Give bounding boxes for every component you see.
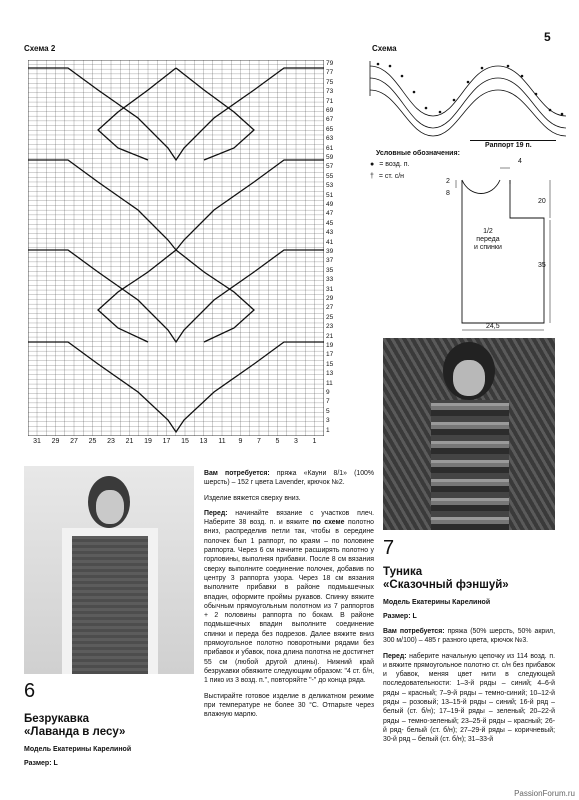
item6-number: 6 [24,680,36,702]
schema2-col-label: 23 [107,438,115,445]
schema2-row-label: 55 [326,172,334,180]
schema2-grid [28,60,324,436]
schema2-row-label: 73 [326,88,334,96]
legend-text-dc: = ст. с/н [378,173,405,180]
schema2-row-label: 49 [326,201,334,208]
schema2-row-label: 21 [326,332,334,340]
item6-model: Модель Екатерины Карелиной [24,746,132,753]
schema2-row-label: 33 [326,276,334,284]
dim-top: 4 [518,158,522,165]
schema2-row-label: 1 [326,426,330,434]
schema2-row-label: 25 [326,313,334,321]
schema2-row-label: 71 [326,97,334,105]
schema-title: Схема [372,44,397,53]
page-number: 5 [544,30,551,44]
dim-width: 24,5 [486,323,500,330]
item6-size: Размер: L [24,760,58,767]
schema2-row-label: 43 [326,229,334,237]
legend-item-chain [370,161,409,168]
schema2-row-label: 53 [326,182,334,190]
schema2-col-label: 11 [218,438,226,445]
repeat-label: Раппорт 19 п. [485,142,532,149]
garment-pattern-drawing [452,158,556,333]
schema2-col-label: 17 [162,438,171,445]
repeat-bracket [470,140,556,141]
schema2-col-label: 13 [199,438,208,445]
schema2-row-label: 23 [326,323,334,331]
schema2-col-label: 25 [88,438,97,445]
schema2-col-label: 29 [51,438,60,445]
dim-body: 35 [538,262,546,269]
item6-instructions: Вам потребуется: пряжа «Кауни 8/1» (100% шерсть) – 152 г цвета Lavender, крючок №2. Изделие вяжется сверху вниз. Перед: начинайте вязание с участков плеч. Наберите 38 возд. п. и вяжите по схеме полотно вниз, распределив петли так, чтобы в середине полочек был 1 раппорт, по краям – по половине раппорта. Через 6 см начните расширять полотно у горловины, выполняя прибавки. После 8 см вязания сверху выполните соединение полочек, добавив по центру 3 раппорта узора. Через 18 см вязания выполните прибавки в районе подмышечных впадин, оформите проймы рукавов. Спинку вяжите обычным прямоугольным полотном из 7 раппортов + 2 половины раппорта по бокам. В районе подмышечных впадин выполните соединение спинки и переда без подрезов. Далее вяжите вниз прямоугольное полотно поворотными рядами без прибавок и убавок, пока длина полотна не достигнет 55 см (любой другой длины). Нижний край безрукавки обвяжите следующим образом: "4 ст. б/н, 1 пико из 3 возд. п.", повторяйте "-" до конца ряда. Выстирайте готовое изделие в деликатном режиме при температуре не более 30 °С. Отпарьте через влажную марлю. [204,470,375,719]
schema2-row-label: 57 [326,163,334,171]
schema2-row-label: 65 [326,125,334,133]
schema2-row-label: 3 [326,417,330,425]
schema2-row-label: 63 [326,135,334,143]
schema2-col-label: 3 [294,438,298,445]
schema2-col-label: 5 [275,438,280,445]
schema2-row-label: 29 [326,295,334,302]
schema2-row-label: 11 [326,379,333,387]
schema2-row-label: 67 [326,116,334,124]
schema2-row-label: 39 [326,248,334,255]
schema2-row-label: 13 [326,370,334,378]
photo-tunic [383,338,555,530]
legend-item-dc [370,173,404,180]
schema2-row-label: 5 [326,407,330,415]
schema2-row-label: 77 [326,69,334,77]
schema2-title: Схема 2 [24,44,56,53]
schema2-row-label: 7 [326,398,330,406]
pattern-piece-label: 1/2 переда и спинки [474,228,502,251]
schema2-row-label: 15 [326,360,334,368]
schema2-row-label: 9 [326,389,330,396]
schema2-row-label: 31 [326,285,334,293]
schema2-col-label: 9 [238,438,243,445]
schema2-col-label: 1 [312,438,317,445]
schema2-col-label: 31 [33,438,41,445]
schema2-row-label: 37 [326,257,334,265]
item7-instructions: Вам потребуется: пряжа (50% шерсть, 50% акрил, 300 м/100) – 485 г разного цвета, крючок №3. Перед: наберите начальную цепочку из 114 возд. п. и вяжите прямоугольное полотно ст. с/н без прибавок и убавок, меняя цвет нити в следующей последовательности: 1–3-й ряды – синий; 4–6-й ряды – красный; 7–9-й ряды – темно-синий; 10–12-й ряды – розовый; 13–15-й ряды – синий; 16-й ряд – белый (ст. б/н); 17–19-й ряды – зеленый; 20–22-й ряды – темно-зеленый; 23–25-й ряды – красный; 26-й ряд- белый (ст. б/н); 27–29-й ряды – коричневый; 30-й ряд – белый (ст. б/н); 31–33-й [383,628,555,744]
crochet-wave-diagram [368,56,568,140]
schema2-row-label: 35 [326,266,334,274]
schema2-row-label: 47 [326,210,334,218]
schema2-row-label: 19 [326,342,334,349]
schema2-col-label: 15 [181,438,189,445]
schema2-col-label: 21 [125,438,134,445]
chain-stitch-icon: ● [370,161,375,168]
watermark: PassionForum.ru [514,789,575,798]
schema2-col-label: 19 [144,438,152,445]
schema2-row-label: 27 [326,304,334,312]
schema2-row-label: 61 [326,144,334,152]
schema2-row-label: 41 [326,238,334,246]
double-crochet-icon: † [370,173,374,180]
schema2-row-label: 45 [326,219,334,227]
legend-title: Условные обозначения: [376,150,460,157]
schema2-row-label: 59 [326,154,334,161]
item7-model: Модель Екатерины Карелиной [383,599,491,606]
item7-size: Размер: L [383,613,417,620]
dim-b: 8 [446,190,450,197]
item7-number: 7 [383,537,395,559]
schema2-col-label: 27 [70,438,78,445]
photo-vest [24,466,194,674]
dim-a: 2 [446,178,450,185]
schema2-row-label: 51 [326,191,334,199]
schema2-col-label: 7 [257,438,261,445]
schema2-row-label: 75 [326,78,334,86]
schema2-row-label: 17 [326,351,334,359]
item6-title: Безрукавка «Лаванда в лесу» [24,713,126,738]
schema2-row-label: 79 [326,60,334,67]
item7-title: Туника «Сказочный фэншуй» [383,566,509,591]
dim-shoulder: 20 [538,198,546,205]
schema2-row-label: 69 [326,107,334,114]
legend-text-chain: = возд. п. [379,161,410,168]
